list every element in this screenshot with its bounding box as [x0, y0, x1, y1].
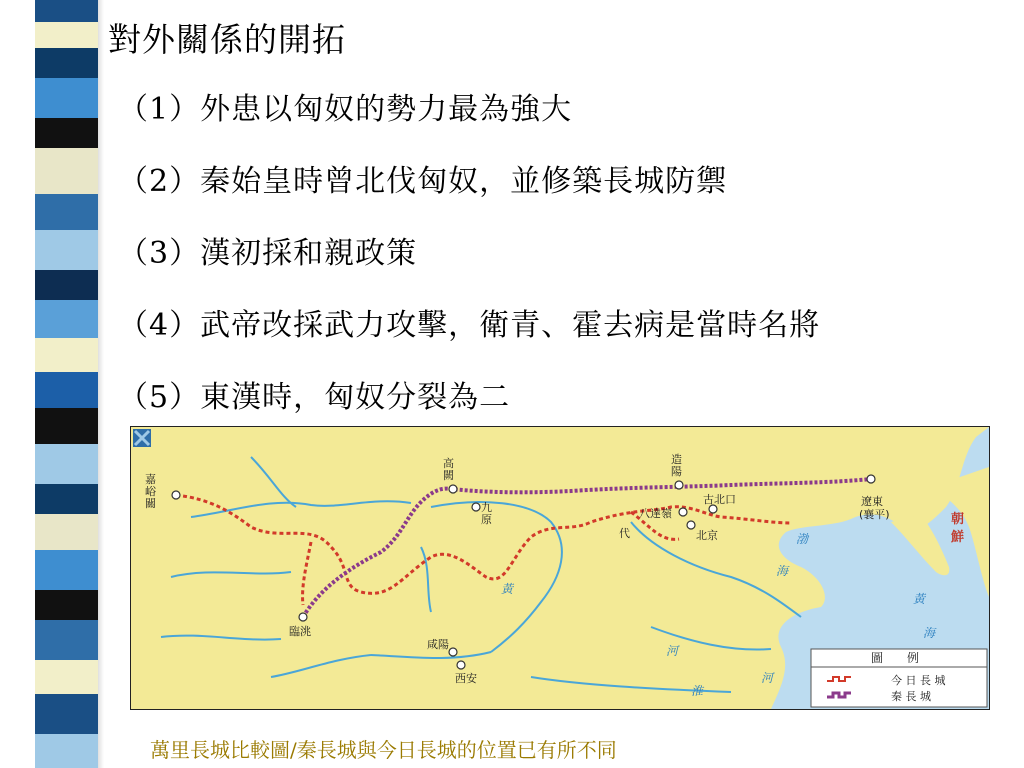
- bullet-item: （4）武帝改採武力攻擊，衛青、霍去病是當時名將: [118, 308, 821, 343]
- bullet-item: （1）外患以匈奴的勢力最為強大: [118, 92, 573, 127]
- label-huaihe: 淮: [691, 684, 704, 698]
- svg-text:陽: 陽: [671, 465, 682, 478]
- svg-text:原: 原: [481, 513, 492, 526]
- svg-text:關: 關: [145, 497, 156, 510]
- bullet-item: （3）漢初採和親政策: [118, 236, 418, 271]
- label-gubeikou: 古北口: [703, 493, 736, 506]
- bullet-item: （5）東漢時，匈奴分裂為二: [118, 380, 511, 415]
- label-xianyang: 咸陽: [427, 638, 449, 651]
- label-xian: 西安: [455, 672, 477, 685]
- svg-text:河: 河: [761, 671, 774, 685]
- city-marker-lintao: [299, 613, 307, 621]
- city-marker-gubeikou: [709, 505, 717, 513]
- slide-title: 對外關係的開拓: [108, 20, 346, 59]
- city-marker-liaodong: [867, 475, 875, 483]
- label-zaoyang: 造: [671, 453, 682, 466]
- great-wall-map: [130, 426, 990, 710]
- decorative-stripe-bar: [35, 0, 98, 768]
- map-caption: 萬里長城比較圖/秦長城與今日長城的位置已有所不同: [150, 738, 617, 762]
- label-gaoque: 高: [443, 457, 454, 470]
- label-huanghe: 黃: [501, 582, 514, 596]
- label-badaling: 八達嶺: [639, 507, 672, 520]
- label-jiuyuan: 九: [481, 501, 492, 514]
- svg-text:朝: 朝: [951, 512, 965, 527]
- label-lintao: 臨洮: [289, 625, 311, 638]
- city-marker-jiayuguan: [172, 491, 180, 499]
- stripe-shadow: [98, 0, 104, 768]
- city-marker-zaoyang: [675, 481, 683, 489]
- legend-today: 今 日 長 城: [891, 674, 946, 687]
- label-dai: 代: [619, 527, 630, 540]
- svg-text:鮮: 鮮: [951, 530, 965, 545]
- bullet-item: （2）秦始皇時曾北伐匈奴，並修築長城防禦: [118, 164, 728, 199]
- city-marker-badaling: [679, 508, 687, 516]
- label-xiangping: (襄平): [859, 508, 890, 521]
- label-liaodong: 遼東: [861, 495, 883, 508]
- map-corner-icon: [133, 429, 151, 447]
- city-marker-xianyang: [449, 648, 457, 656]
- svg-text:峪: 峪: [145, 485, 156, 498]
- legend-title: 圖 例: [871, 651, 920, 665]
- city-marker-jiuyuan: [472, 503, 480, 511]
- map-legend: [811, 649, 987, 707]
- svg-text:海: 海: [923, 626, 936, 640]
- legend-qin: 秦 長 城: [891, 690, 931, 703]
- label-bohai: 渤: [796, 532, 809, 546]
- label-beijing: 北京: [696, 529, 718, 542]
- city-marker-beijing: [687, 521, 695, 529]
- svg-text:河: 河: [666, 644, 679, 658]
- svg-text:海: 海: [776, 564, 789, 578]
- city-marker-xian: [457, 661, 465, 669]
- svg-text:闕: 闕: [443, 469, 454, 482]
- label-huanghai: 黃: [913, 592, 926, 606]
- city-marker-gaoque: [449, 485, 457, 493]
- label-jiayuguan: 嘉: [145, 473, 156, 486]
- bullet-list: [118, 86, 820, 446]
